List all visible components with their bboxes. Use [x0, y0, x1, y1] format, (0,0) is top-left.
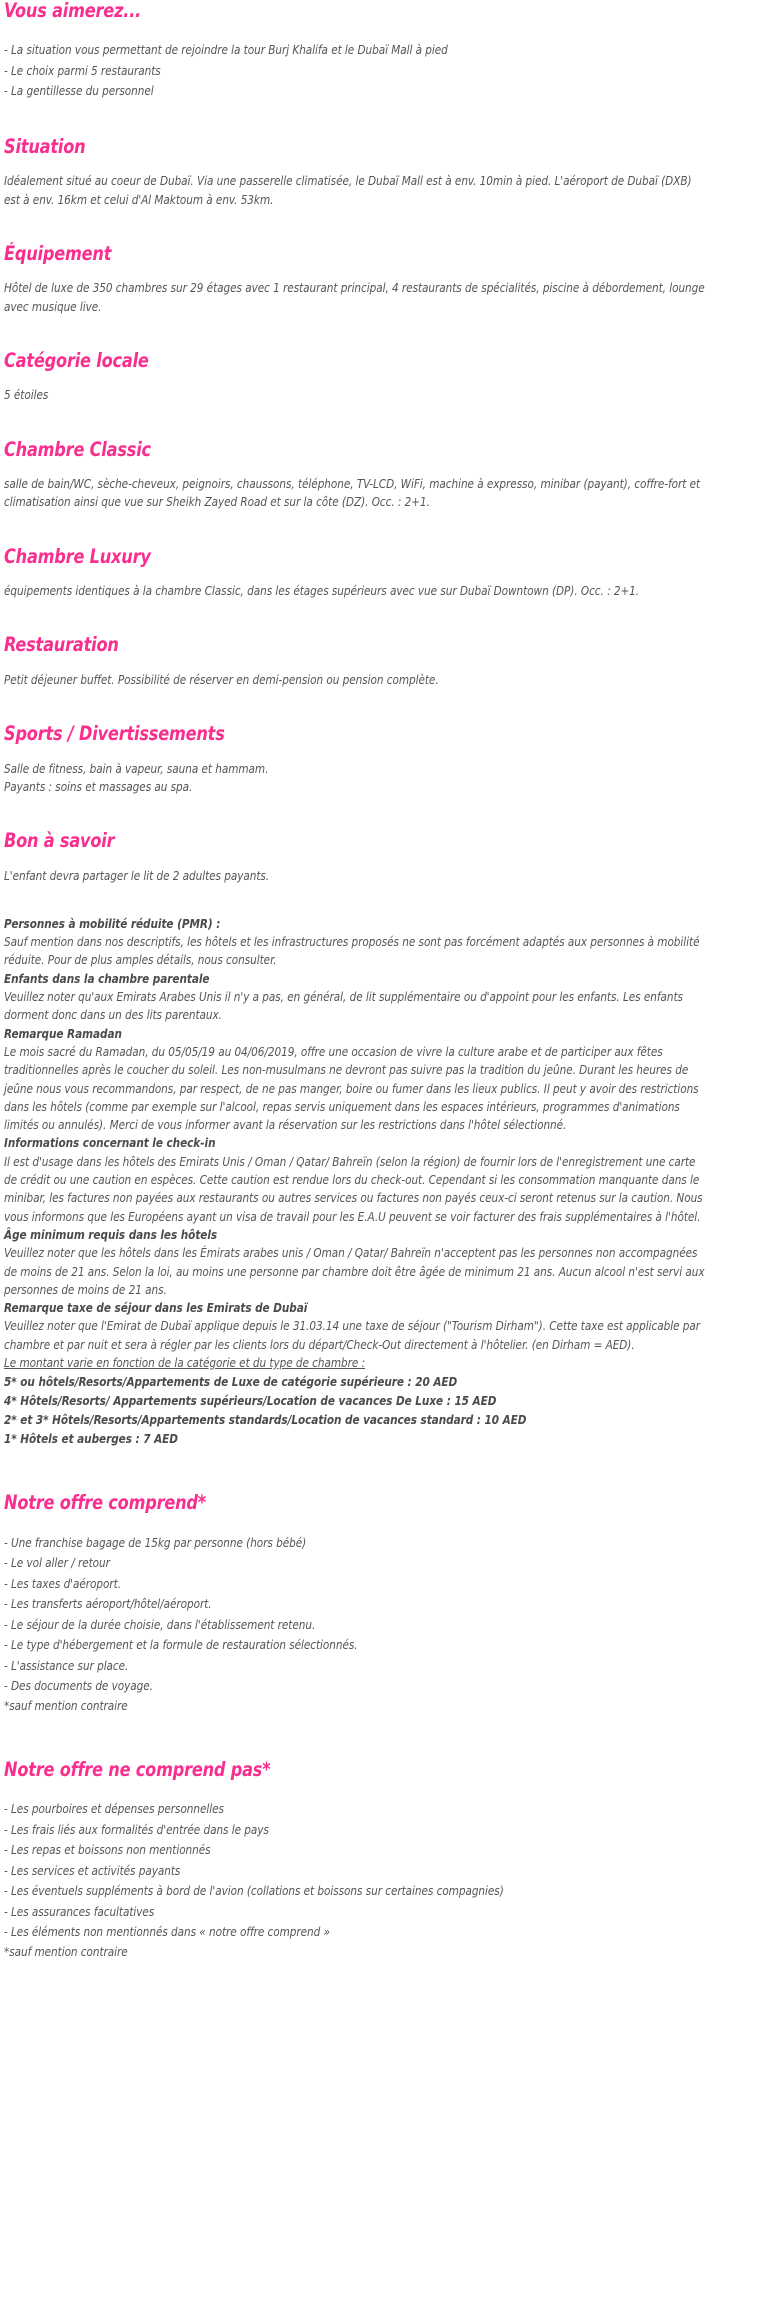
list-item: - Les frais liés aux formalités d'entrée dans le pays	[4, 1821, 269, 1837]
note-block	[4, 1226, 752, 1299]
list-item: - Les éventuels suppléments à bord de l'avion (collations et boissons sur certaines compagnies)	[4, 1883, 504, 1899]
list-item: - La gentillesse du personnel	[4, 83, 154, 99]
section-offre-comprend	[4, 1492, 752, 1715]
tax-amount-note: Le montant varie en fonction de la catégorie et du type de chambre :	[4, 1354, 366, 1370]
footnote: *sauf mention contraire	[4, 1943, 128, 1959]
note-block	[4, 1134, 752, 1225]
note-body: Il est d'usage dans les hôtels des Emirats Unis / Oman / Qatar/ Bahreïn (selon la région) de fournir lors de l'enregistrement une carte de crédit ou une caution en espèces. Cette caution est rendue lors du check-out. Cependant si les consommation manquante dans le minibar, les factures non payées aux restaurants ou autres services ou factures non payés ceux-ci seront retenus sur la caution. Nous vous informons que les Européens ayant un visa de travail pour les E.A.U peuvent se voir facturer des frais supplémentaires à l'hôtel.	[4, 1153, 703, 1224]
section-title-bon-a-savoir: Bon à savoir	[4, 829, 115, 853]
note-body: Le mois sacré du Ramadan, du 05/05/19 au 04/06/2019, offre une occasion de vivre la culture arabe et de participer aux fêtes traditionnelles après le coucher du soleil. Les non-musulmans ne devront pas suivre pas la tradition du jeûne. Durant les heures de jeûne nous vous recommandons, par respect, de ne pas manger, boire ou fumer dans les lieux publics. Il peut y avoir des restrictions dans les hôtels (comme par exemple sur l'alcool, repas servis uniquement dans les espaces intérieurs, programmes d'animations limités ou annulés). Merci de vous informer avant la réservation sur les restrictions dans l'hôtel sélectionné.	[4, 1043, 699, 1133]
note-block	[4, 915, 752, 970]
note-block	[4, 1299, 752, 1354]
list-item: - Le vol aller / retour	[4, 1555, 110, 1571]
note-heading: Remarque Ramadan	[4, 1025, 122, 1041]
section-title-chambre-classic: Chambre Classic	[4, 437, 151, 461]
section-intro-bon-a-savoir: L'enfant devra partager le lit de 2 adultes payants.	[4, 867, 270, 883]
section-restauration	[4, 634, 752, 689]
note-body: Sauf mention dans nos descriptifs, les hôtels et les infrastructures proposés ne sont pas forcément adaptés aux personnes à mobilité réduite. Pour de plus amples détails, nous consulter.	[4, 934, 700, 968]
section-body-chambre-luxury: équipements identiques à la chambre Classic, dans les étages supérieurs avec vue sur Dubaï Downtown (DP). Occ. : 2+1.	[4, 583, 640, 599]
list-item: - La situation vous permettant de rejoindre la tour Burj Khalifa et le Dubaï Mall à pied	[4, 42, 448, 58]
note-block	[4, 970, 752, 1025]
section-chambre-luxury	[4, 546, 752, 601]
section-title-situation: Situation	[4, 134, 86, 158]
section-title-chambre-luxury: Chambre Luxury	[4, 544, 151, 568]
tax-price-line: 5* ou hôtels/Resorts/Appartements de Luxe de catégorie supérieure : 20 AED	[4, 1374, 458, 1390]
section-title-offre-comprend: Notre offre comprend*	[4, 1491, 207, 1515]
list-item: - Le type d'hébergement et la formule de restauration sélectionnés.	[4, 1637, 358, 1653]
section-sports-divertissements	[4, 723, 752, 796]
section-chambre-classic	[4, 439, 752, 512]
section-body-line: Payants : soins et massages au spa.	[4, 778, 193, 794]
note-heading: Remarque taxe de séjour dans les Emirats de Dubaï	[4, 1300, 308, 1316]
list-item: - Une franchise bagage de 15kg par personne (hors bébé)	[4, 1534, 307, 1550]
section-equipement	[4, 243, 752, 316]
tax-price-line: 4* Hôtels/Resorts/ Appartements supérieurs/Location de vacances De Luxe : 15 AED	[4, 1393, 497, 1409]
note-block	[4, 1025, 752, 1135]
section-title-vous-aimerez: Vous aimerez...	[4, 0, 142, 22]
note-heading: Informations concernant le check-in	[4, 1135, 216, 1151]
list-item: - Les transferts aéroport/hôtel/aéroport.	[4, 1596, 212, 1612]
tax-price-line: 1* Hôtels et auberges : 7 AED	[4, 1431, 178, 1447]
list-item: - Les pourboires et dépenses personnelles	[4, 1801, 224, 1817]
list-item: - Le séjour de la durée choisie, dans l'établissement retenu.	[4, 1616, 316, 1632]
list-item: - Les taxes d'aéroport.	[4, 1575, 121, 1591]
section-body-situation: Idéalement situé au coeur de Dubaï. Via une passerelle climatisée, le Dubaï Mall est à env. 10min à pied. L'aéroport de Dubaï (DXB) est à env. 16km et celui d'Al Maktoum à env. 53km.	[4, 173, 692, 207]
tax-price-line: 2* et 3* Hôtels/Resorts/Appartements standards/Location de vacances standard : 10 AED	[4, 1412, 527, 1428]
section-title-categorie-locale: Catégorie locale	[4, 348, 149, 372]
note-body: Veuillez noter qu'aux Emirats Arabes Unis il n'y a pas, en général, de lit supplémentaire ou d'appoint pour les enfants. Les enfants dorment donc dans un des lits parentaux.	[4, 989, 683, 1023]
section-offre-ne-comprend-pas	[4, 1759, 752, 1961]
section-body-line: Salle de fitness, bain à vapeur, sauna et hammam.	[4, 760, 269, 776]
section-body-equipement: Hôtel de luxe de 350 chambres sur 29 étages avec 1 restaurant principal, 4 restaurants de spécialités, piscine à débordement, lounge avec musique live.	[4, 280, 705, 314]
section-body-categorie-locale: 5 étoiles	[4, 387, 49, 403]
note-heading: Personnes à mobilité réduite (PMR) :	[4, 915, 221, 931]
section-bon-a-savoir	[4, 830, 752, 1448]
section-title-offre-ne-comprend-pas: Notre offre ne comprend pas*	[4, 1758, 271, 1781]
note-heading: Enfants dans la chambre parentale	[4, 970, 210, 986]
note-heading: Âge minimum requis dans les hôtels	[4, 1226, 218, 1242]
section-body-restauration: Petit déjeuner buffet. Possibilité de réserver en demi-pension ou pension complète.	[4, 671, 439, 687]
section-title-restauration: Restauration	[4, 633, 119, 657]
list-item: - Les éléments non mentionnés dans « notre offre comprend »	[4, 1924, 330, 1940]
note-body: Veuillez noter que l'Emirat de Dubaï applique depuis le 31.03.14 une taxe de séjour ("Tourism Dirham"). Cette taxe est applicable par chambre et par nuit et sera à régler par les clients lors du départ/Check-Out directement à l'hôtelier. (en Dirham = AED).	[4, 1318, 700, 1352]
list-item: - Les services et activités payants	[4, 1862, 181, 1878]
section-title-equipement: Équipement	[4, 241, 112, 265]
section-body-chambre-classic: salle de bain/WC, sèche-cheveux, peignoirs, chaussons, téléphone, TV-LCD, WiFi, machine à expresso, minibar (payant), coffre-fort et climatisation ainsi que vue sur Sheikh Zayed Road et sur la côte (DZ). Occ. : 2+1.	[4, 476, 701, 510]
section-title-sports-divertissements: Sports / Divertissements	[4, 722, 225, 746]
section-vous-aimerez	[4, 0, 752, 102]
footnote: *sauf mention contraire	[4, 1697, 128, 1713]
note-body: Veuillez noter que les hôtels dans les Émirats arabes unis / Oman / Qatar/ Bahreïn n'acceptent pas les personnes non accompagnées de moins de 21 ans. Selon la loi, au moins une personne par chambre doit être âgée de minimum 21 ans. Aucun alcool n'est servi aux personnes de moins de 21 ans.	[4, 1245, 705, 1297]
list-item: - Des documents de voyage.	[4, 1678, 153, 1694]
list-item: - Les repas et boissons non mentionnés	[4, 1842, 211, 1858]
section-categorie-locale	[4, 350, 752, 405]
list-item: - L'assistance sur place.	[4, 1657, 129, 1673]
list-item: - Le choix parmi 5 restaurants	[4, 62, 161, 78]
section-situation	[4, 136, 752, 209]
list-item: - Les assurances facultatives	[4, 1903, 155, 1919]
